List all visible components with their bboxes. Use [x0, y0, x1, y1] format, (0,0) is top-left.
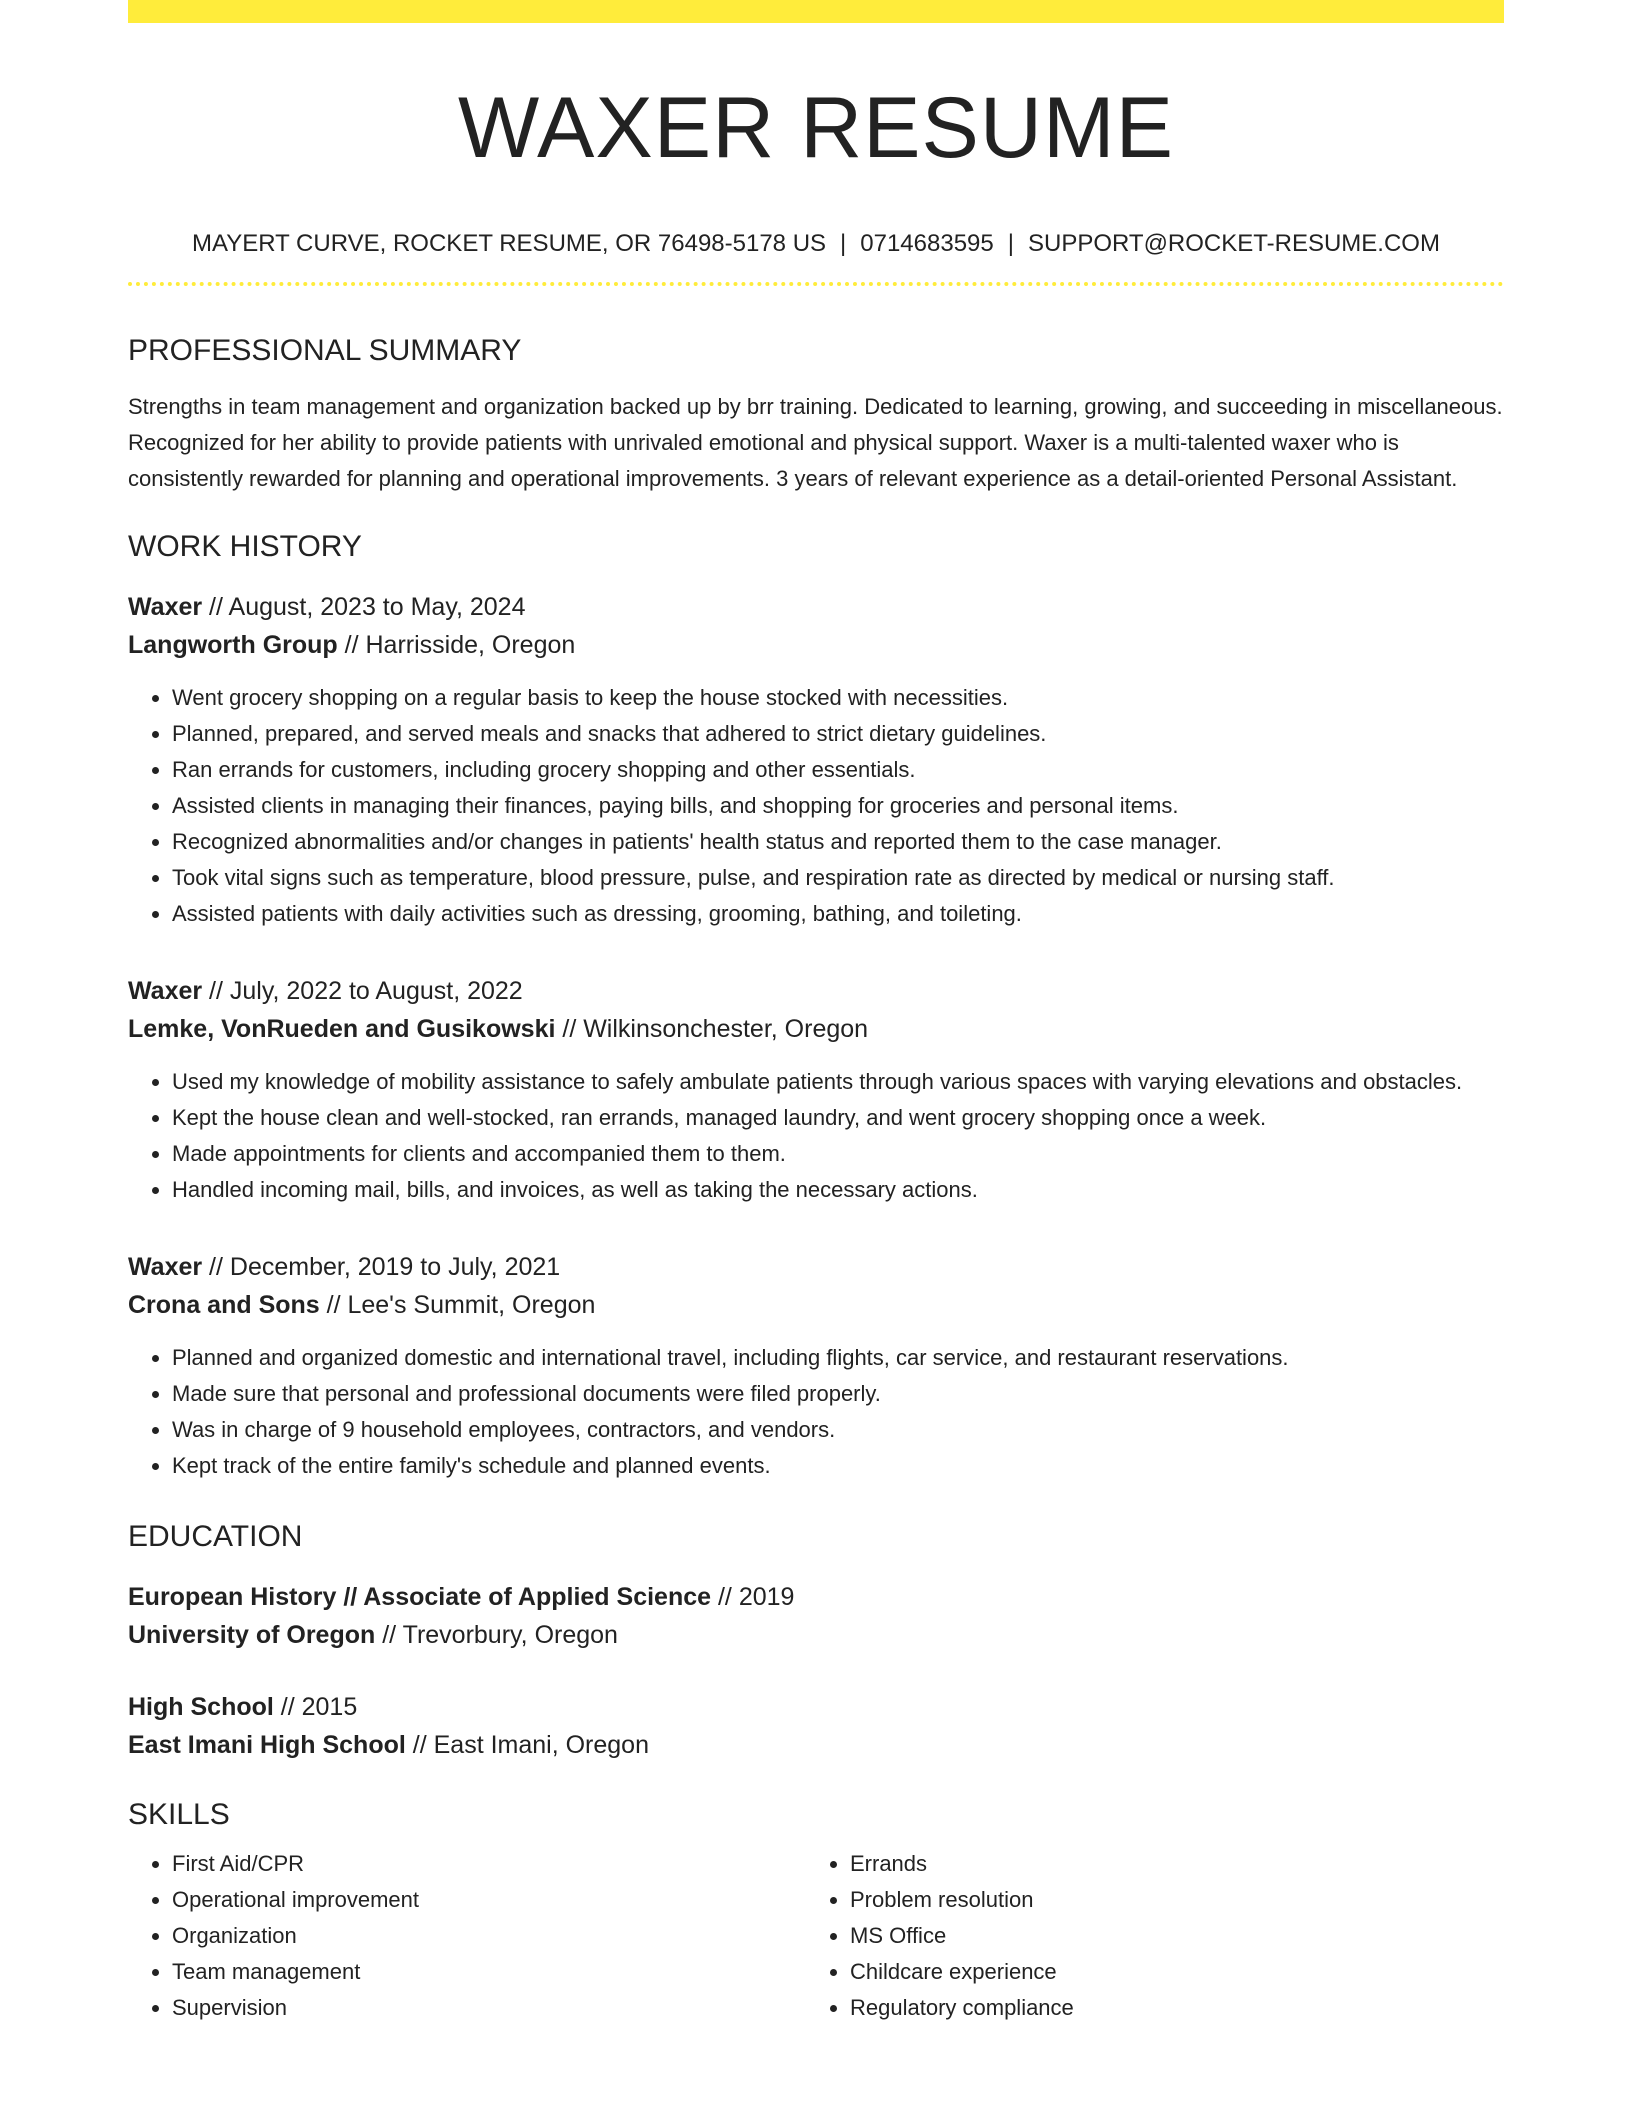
job-bullets [128, 1064, 1504, 1208]
job-bullet: • Went grocery shopping on a regular basis to keep the house stocked with necessities. [172, 680, 1504, 716]
skill-item: • First Aid/CPR [172, 1846, 806, 1882]
summary-text: Strengths in team management and organization backed up by brr training. Dedicated to learning, growing, and succeeding in miscellaneous. Recognized for her ability to provide patients with unrivaled emotional and physical support. Waxer is a multi-talented waxer who is consistently rewarded for planning and operational improvements. 3 years of relevant experience as a detail-oriented Personal Assistant. [128, 394, 1503, 491]
job-role: Waxer [128, 593, 203, 621]
skill-item: • Errands [850, 1846, 1484, 1882]
job-bullet: • Took vital signs such as temperature, blood pressure, pulse, and respiration rate as directed by medical or nursing staff. [172, 860, 1504, 896]
education-school-line [128, 1726, 1504, 1764]
job-dates: // July, 2022 to August, 2022 [202, 977, 523, 1005]
job-bullets [128, 1340, 1504, 1484]
education-degree: High School [128, 1693, 274, 1721]
skills-list-left [128, 1846, 806, 2026]
job-role-line [128, 1248, 1504, 1286]
skill-item: • Supervision [172, 1990, 806, 2026]
education-entry [128, 1688, 1504, 1764]
job-location: // Lee's Summit, Oregon [319, 1291, 596, 1319]
skill-item: • Problem resolution [850, 1882, 1484, 1918]
skills-list-right [806, 1846, 1484, 2026]
contact-email: SUPPORT@ROCKET-RESUME.COM [1027, 230, 1440, 257]
contact-line [128, 232, 1504, 256]
skill-item: • Team management [172, 1954, 806, 1990]
job-entry [128, 1248, 1504, 1484]
job-bullet: • Kept the house clean and well-stocked, ran errands, managed laundry, and went grocery shopping once a week. [172, 1100, 1504, 1136]
contact-separator: | [1007, 230, 1014, 257]
education-heading: EDUCATION [128, 1520, 303, 1553]
job-company: Langworth Group [128, 631, 338, 659]
job-bullet: • Ran errands for customers, including grocery shopping and other essentials. [172, 752, 1504, 788]
job-bullet: • Was in charge of 9 household employees, contractors, and vendors. [172, 1412, 1504, 1448]
skills-columns [128, 1846, 1504, 2026]
skill-item: • Childcare experience [850, 1954, 1484, 1990]
job-bullet: • Planned and organized domestic and international travel, including flights, car service, and restaurant reservations. [172, 1340, 1504, 1376]
skill-item: • Regulatory compliance [850, 1990, 1484, 2026]
job-location: // Harrisside, Oregon [337, 631, 576, 659]
job-role-line [128, 588, 1504, 626]
job-location: // Wilkinsonchester, Oregon [555, 1015, 869, 1043]
header-divider [128, 282, 1504, 286]
summary-heading: PROFESSIONAL SUMMARY [128, 334, 522, 367]
work-history-heading: WORK HISTORY [128, 530, 362, 563]
job-company-line [128, 626, 1504, 664]
top-accent-bar [128, 0, 1504, 23]
job-entry [128, 972, 1504, 1208]
job-company-line [128, 1286, 1504, 1324]
job-role: Waxer [128, 977, 203, 1005]
job-role: Waxer [128, 1253, 203, 1281]
job-role-line [128, 972, 1504, 1010]
job-dates: // December, 2019 to July, 2021 [202, 1253, 561, 1281]
job-company: Lemke, VonRueden and Gusikowski [128, 1015, 556, 1043]
resume-page [128, 0, 1504, 2026]
job-bullet: • Recognized abnormalities and/or changes in patients' health status and reported them to the case manager. [172, 824, 1504, 860]
resume-name: WAXER RESUME [458, 80, 1174, 176]
skill-item: • Organization [172, 1918, 806, 1954]
education-year: // 2015 [273, 1693, 358, 1721]
education-school-line [128, 1616, 1504, 1654]
contact-address: MAYERT CURVE, ROCKET RESUME, OR 76498-5178 US [192, 230, 827, 257]
education-school: East Imani High School [128, 1731, 406, 1759]
education-entry [128, 1578, 1504, 1654]
education-degree: European History // Associate of Applied Science [128, 1583, 712, 1611]
education-degree-line [128, 1688, 1504, 1726]
job-bullet: • Assisted clients in managing their finances, paying bills, and shopping for groceries and personal items. [172, 788, 1504, 824]
contact-separator: | [840, 230, 847, 257]
skill-item: • Operational improvement [172, 1882, 806, 1918]
job-bullet: • Used my knowledge of mobility assistance to safely ambulate patients through various spaces with varying elevations and obstacles. [172, 1064, 1504, 1100]
education-location: // Trevorbury, Oregon [375, 1621, 618, 1649]
education-school: University of Oregon [128, 1621, 376, 1649]
education-year: // 2019 [711, 1583, 795, 1611]
job-bullet: • Made sure that personal and professional documents were filed properly. [172, 1376, 1504, 1412]
job-bullet: • Planned, prepared, and served meals and snacks that adhered to strict dietary guidelines. [172, 716, 1504, 752]
job-dates: // August, 2023 to May, 2024 [202, 593, 526, 621]
skill-item: • MS Office [850, 1918, 1484, 1954]
education-location: // East Imani, Oregon [405, 1731, 649, 1759]
job-bullets [128, 680, 1504, 932]
job-company: Crona and Sons [128, 1291, 320, 1319]
contact-phone: 0714683595 [860, 230, 994, 257]
skills-heading: SKILLS [128, 1798, 230, 1831]
education-degree-line [128, 1578, 1504, 1616]
job-bullet: • Kept track of the entire family's schedule and planned events. [172, 1448, 1504, 1484]
job-bullet: • Made appointments for clients and accompanied them to them. [172, 1136, 1504, 1172]
job-entry [128, 588, 1504, 932]
job-bullet: • Assisted patients with daily activities such as dressing, grooming, bathing, and toileting. [172, 896, 1504, 932]
job-bullet: • Handled incoming mail, bills, and invoices, as well as taking the necessary actions. [172, 1172, 1504, 1208]
job-company-line [128, 1010, 1504, 1048]
